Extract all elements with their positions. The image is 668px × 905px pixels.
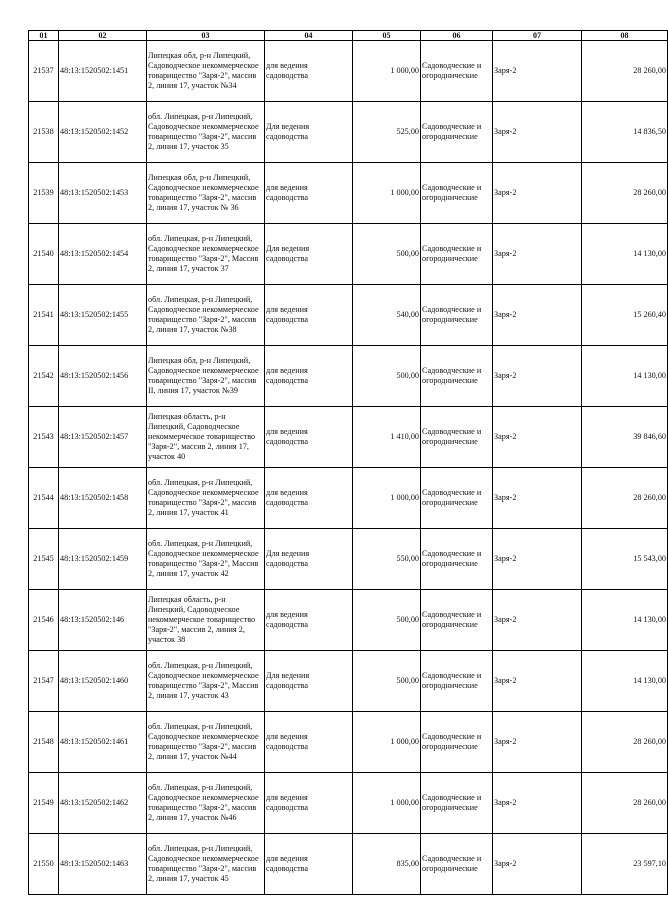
row-number: 21545 <box>29 529 59 590</box>
area-cell: 550,00 <box>353 529 421 590</box>
area-cell: 1 000,00 <box>353 163 421 224</box>
header-col-05: 05 <box>353 31 421 41</box>
address-cell: Липецкая область, р-н Липецкий, Садоводческое некоммерческое товарищество "Заря-2", массив 2, линия 17, участок 40 <box>147 407 265 468</box>
cadastral-cost-cell: 14 130,00 <box>582 590 668 651</box>
table-row <box>29 468 668 529</box>
cadastral-cost-cell: 28 260,00 <box>582 468 668 529</box>
header-col-04: 04 <box>265 31 353 41</box>
permitted-use-cell: для ведения садоводства <box>265 834 353 895</box>
cadastral-number: 48:13:1520502:146 <box>59 590 147 651</box>
category-cell: Садоводческие и огороднические <box>421 102 493 163</box>
partnership-name-cell: Заря-2 <box>493 712 582 773</box>
row-number: 21540 <box>29 224 59 285</box>
category-cell: Садоводческие и огороднические <box>421 163 493 224</box>
row-number: 21546 <box>29 590 59 651</box>
permitted-use-cell: Для ведения садоводства <box>265 651 353 712</box>
category-cell: Садоводческие и огороднические <box>421 651 493 712</box>
category-cell: Садоводческие и огороднические <box>421 590 493 651</box>
area-cell: 1 410,00 <box>353 407 421 468</box>
cadastral-cost-cell: 14 130,00 <box>582 346 668 407</box>
area-cell: 1 000,00 <box>353 712 421 773</box>
address-cell: обл. Липецкая, р-н Липецкий, Садоводческое некоммерческое товарищество "Заря-2", массив 2, линия 17, участок 41 <box>147 468 265 529</box>
table-row <box>29 163 668 224</box>
address-cell: Липецкая обл, р-н Липецкий, Садоводческое некоммерческое товарищество "Заря-2", массив II, линия 17, участок №39 <box>147 346 265 407</box>
table-row <box>29 41 668 102</box>
permitted-use-cell: для ведения садоводства <box>265 468 353 529</box>
cadastral-number: 48:13:1520502:1451 <box>59 41 147 102</box>
cadastral-cost-cell: 15 260,40 <box>582 285 668 346</box>
table-row <box>29 712 668 773</box>
header-row <box>29 31 668 41</box>
row-number: 21548 <box>29 712 59 773</box>
cadastral-cost-cell: 28 260,00 <box>582 41 668 102</box>
table-row <box>29 773 668 834</box>
partnership-name-cell: Заря-2 <box>493 590 582 651</box>
address-cell: обл. Липецкая, р-н Липецкий, Садоводческое некоммерческое товарищество "Заря-2", массив 2, линия 17, участок №46 <box>147 773 265 834</box>
category-cell: Садоводческие и огороднические <box>421 224 493 285</box>
permitted-use-cell: для ведения садоводства <box>265 163 353 224</box>
table-header <box>29 31 668 41</box>
cadastral-number: 48:13:1520502:1456 <box>59 346 147 407</box>
address-cell: Липецкая обл, р-н Липецкий, Садоводческое некоммерческое товарищество "Заря-2", массив 2, линия 17, участок №34 <box>147 41 265 102</box>
cadastral-cost-cell: 14 130,00 <box>582 651 668 712</box>
area-cell: 1 000,00 <box>353 41 421 102</box>
row-number: 21538 <box>29 102 59 163</box>
category-cell: Садоводческие и огороднические <box>421 468 493 529</box>
area-cell: 500,00 <box>353 651 421 712</box>
category-cell: Садоводческие и огороднические <box>421 41 493 102</box>
header-col-02: 02 <box>59 31 147 41</box>
cadastral-cost-cell: 39 846,60 <box>582 407 668 468</box>
area-cell: 525,00 <box>353 102 421 163</box>
cadastral-number: 48:13:1520502:1453 <box>59 163 147 224</box>
table-row <box>29 407 668 468</box>
partnership-name-cell: Заря-2 <box>493 834 582 895</box>
permitted-use-cell: для ведения садоводства <box>265 41 353 102</box>
header-col-01: 01 <box>29 31 59 41</box>
category-cell: Садоводческие и огороднические <box>421 407 493 468</box>
row-number: 21547 <box>29 651 59 712</box>
address-cell: обл. Липецкая, р-н Липецкий, Садоводческое некоммерческое товарищество "Заря-2", массив 2, линия 17, участок 45 <box>147 834 265 895</box>
category-cell: Садоводческие и огороднические <box>421 712 493 773</box>
address-cell: обл. Липецкая, р-н Липецкий, Садоводческое некоммерческое товарищество "Заря-2", Массив 2, линия 17, участок 43 <box>147 651 265 712</box>
row-number: 21537 <box>29 41 59 102</box>
cadastral-cost-cell: 28 260,00 <box>582 712 668 773</box>
address-cell: Липецкая обл, р-н Липецкий, Садоводческое некоммерческое товарищество "Заря-2", массив 2, линия 17, участок № 36 <box>147 163 265 224</box>
cadastral-cost-cell: 14 130,00 <box>582 224 668 285</box>
permitted-use-cell: для ведения садоводства <box>265 285 353 346</box>
permitted-use-cell: Для ведения садоводства <box>265 102 353 163</box>
area-cell: 500,00 <box>353 224 421 285</box>
address-cell: обл. Липецкая, р-н Липецкий, Садоводческое некоммерческое товарищество "Заря-2", Массив 2, линия 17, участок 42 <box>147 529 265 590</box>
table-row <box>29 651 668 712</box>
permitted-use-cell: для ведения садоводства <box>265 773 353 834</box>
partnership-name-cell: Заря-2 <box>493 102 582 163</box>
permitted-use-cell: для ведения садоводства <box>265 712 353 773</box>
area-cell: 1 000,00 <box>353 468 421 529</box>
row-number: 21549 <box>29 773 59 834</box>
table-row <box>29 590 668 651</box>
area-cell: 540,00 <box>353 285 421 346</box>
address-cell: обл. Липецкая, р-н Липецкий, Садоводческое некоммерческое товарищество "Заря-2", Массив 2, линия 17, участок 37 <box>147 224 265 285</box>
header-col-07: 07 <box>493 31 582 41</box>
area-cell: 500,00 <box>353 346 421 407</box>
partnership-name-cell: Заря-2 <box>493 773 582 834</box>
address-cell: обл. Липецкая, р-н Липецкий, Садоводческое некоммерческое товарищество "Заря-2", массив 2, линия 17, участок №38 <box>147 285 265 346</box>
area-cell: 1 000,00 <box>353 773 421 834</box>
cadastral-number: 48:13:1520502:1461 <box>59 712 147 773</box>
row-number: 21539 <box>29 163 59 224</box>
permitted-use-cell: Для ведения садоводства <box>265 224 353 285</box>
table-row <box>29 285 668 346</box>
row-number: 21541 <box>29 285 59 346</box>
header-col-06: 06 <box>421 31 493 41</box>
header-col-03: 03 <box>147 31 265 41</box>
cadastral-number: 48:13:1520502:1460 <box>59 651 147 712</box>
cadastral-number: 48:13:1520502:1452 <box>59 102 147 163</box>
category-cell: Садоводческие и огороднические <box>421 529 493 590</box>
category-cell: Садоводческие и огороднические <box>421 285 493 346</box>
row-number: 21543 <box>29 407 59 468</box>
partnership-name-cell: Заря-2 <box>493 468 582 529</box>
partnership-name-cell: Заря-2 <box>493 407 582 468</box>
table-row <box>29 224 668 285</box>
table-body <box>29 41 668 895</box>
cadastral-cost-cell: 15 543,00 <box>582 529 668 590</box>
partnership-name-cell: Заря-2 <box>493 346 582 407</box>
area-cell: 500,00 <box>353 590 421 651</box>
cadastral-number: 48:13:1520502:1463 <box>59 834 147 895</box>
row-number: 21544 <box>29 468 59 529</box>
land-registry-table <box>28 30 668 895</box>
table-row <box>29 102 668 163</box>
header-col-08: 08 <box>582 31 668 41</box>
cadastral-number: 48:13:1520502:1454 <box>59 224 147 285</box>
cadastral-number: 48:13:1520502:1455 <box>59 285 147 346</box>
cadastral-cost-cell: 28 260,00 <box>582 773 668 834</box>
permitted-use-cell: Для ведения садоводства <box>265 529 353 590</box>
category-cell: Садоводческие и огороднические <box>421 346 493 407</box>
partnership-name-cell: Заря-2 <box>493 224 582 285</box>
cadastral-number: 48:13:1520502:1457 <box>59 407 147 468</box>
partnership-name-cell: Заря-2 <box>493 651 582 712</box>
cadastral-cost-cell: 14 836,50 <box>582 102 668 163</box>
table-row <box>29 529 668 590</box>
cadastral-cost-cell: 23 597,10 <box>582 834 668 895</box>
address-cell: Липецкая область, р-н Липецкий, Садоводческое некоммерческое товарищество "Заря-2", массив 2, линия 2, участок 38 <box>147 590 265 651</box>
row-number: 21550 <box>29 834 59 895</box>
cadastral-number: 48:13:1520502:1462 <box>59 773 147 834</box>
address-cell: обл. Липецкая, р-н Липецкий, Садоводческое некоммерческое товарищество "Заря-2", массив 2, линия 17, участок 35 <box>147 102 265 163</box>
partnership-name-cell: Заря-2 <box>493 285 582 346</box>
partnership-name-cell: Заря-2 <box>493 41 582 102</box>
permitted-use-cell: для ведения садоводства <box>265 346 353 407</box>
table-row <box>29 834 668 895</box>
category-cell: Садоводческие и огороднические <box>421 834 493 895</box>
cadastral-cost-cell: 28 260,00 <box>582 163 668 224</box>
address-cell: обл. Липецкая, р-н Липецкий, Садоводческое некоммерческое товарищество "Заря-2", массив 2, линия 17, участок №44 <box>147 712 265 773</box>
permitted-use-cell: для ведения садоводства <box>265 590 353 651</box>
cadastral-number: 48:13:1520502:1459 <box>59 529 147 590</box>
permitted-use-cell: для ведения садоводства <box>265 407 353 468</box>
partnership-name-cell: Заря-2 <box>493 529 582 590</box>
row-number: 21542 <box>29 346 59 407</box>
area-cell: 835,00 <box>353 834 421 895</box>
cadastral-number: 48:13:1520502:1458 <box>59 468 147 529</box>
table-row <box>29 346 668 407</box>
partnership-name-cell: Заря-2 <box>493 163 582 224</box>
category-cell: Садоводческие и огороднические <box>421 773 493 834</box>
